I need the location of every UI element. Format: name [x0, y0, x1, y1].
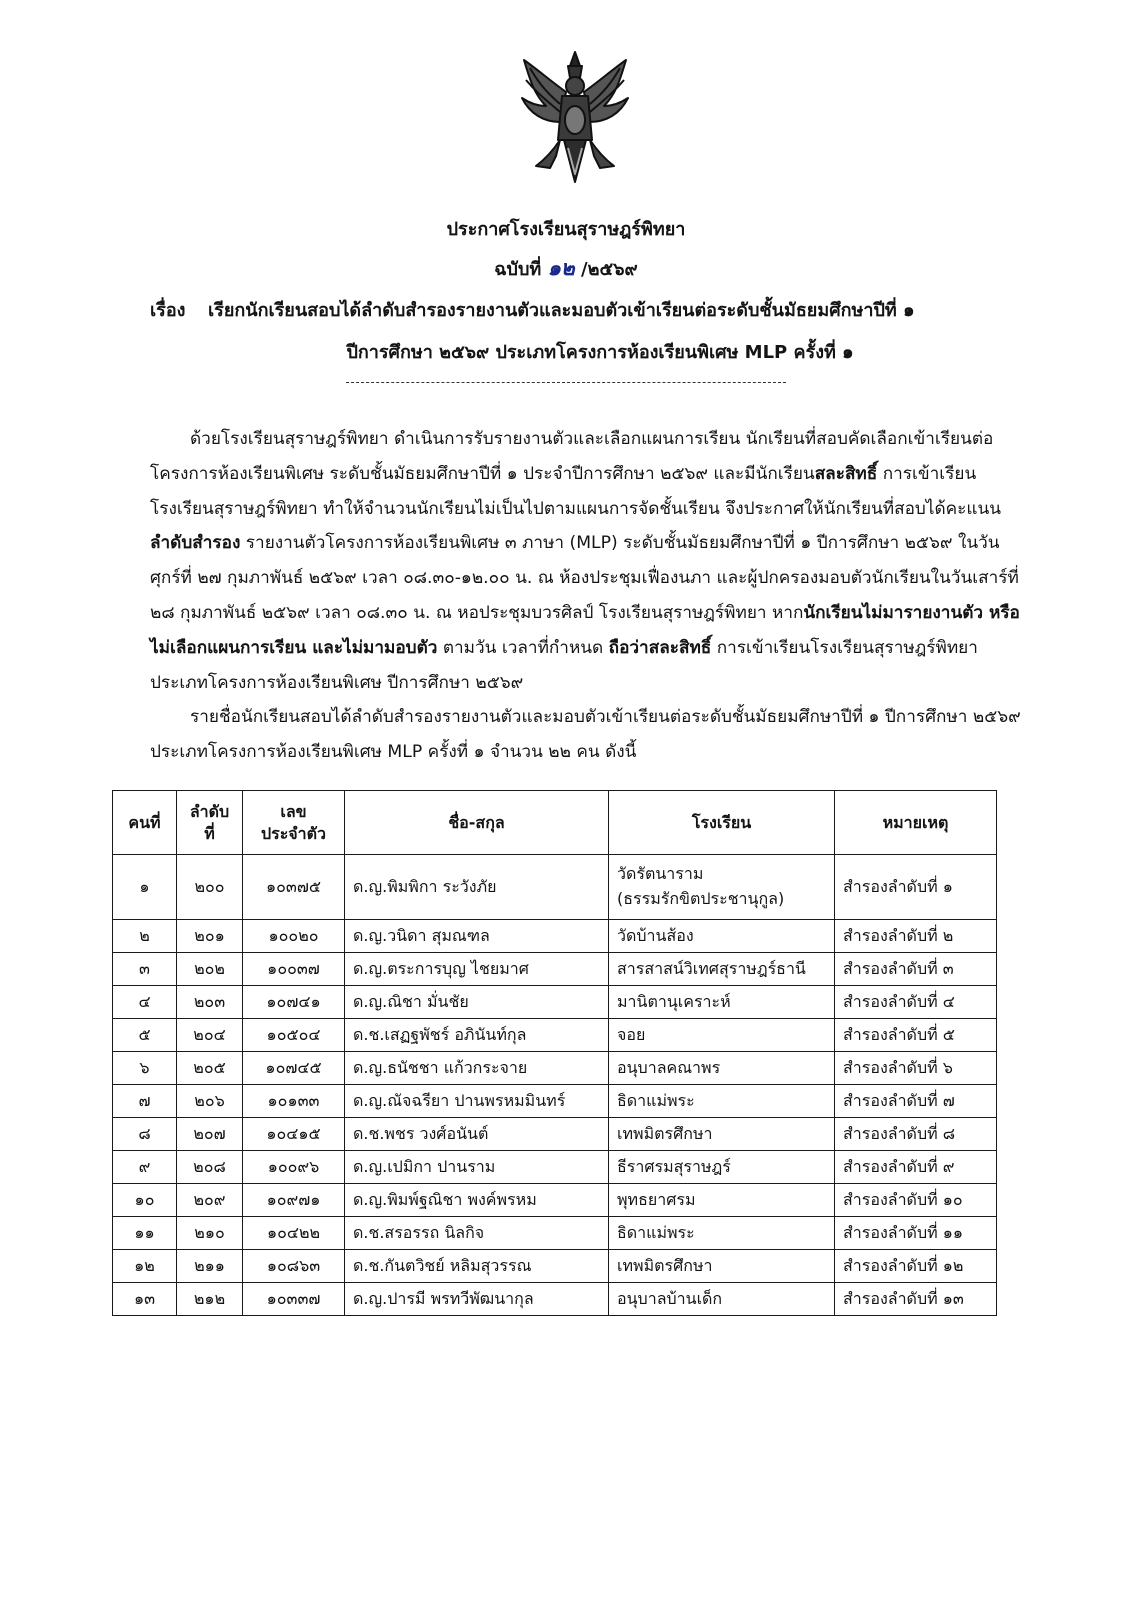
cell-school: เทพมิตรศึกษา — [609, 1118, 835, 1151]
cell-note: สำรองลำดับที่ ๓ — [835, 953, 997, 986]
cell-note: สำรองลำดับที่ ๑ — [835, 855, 997, 920]
table-row — [113, 1151, 997, 1184]
paragraph-2: รายชื่อนักเรียนสอบได้ลำดับสำรองรายงานตัวและมอบตัวเข้าเรียนต่อระดับชั้นมัธยมศึกษาปีที่ ๑ ปีการศึกษา ๒๕๖๙ ประเภทโครงการห้องเรียนพิเศษ MLP ครั้งที่ ๑ จำนวน ๒๒ คน ดังนี้ — [150, 707, 1021, 763]
announcement-title: ประกาศโรงเรียนสุราษฎร์พิทยา — [446, 219, 686, 240]
cell-id: ๑๐๐๓๗ — [243, 953, 345, 986]
student-table — [112, 790, 997, 1316]
cell-no: ๕ — [113, 1019, 177, 1052]
cell-rank: ๒๐๘ — [177, 1151, 243, 1184]
cell-note: สำรองลำดับที่ ๔ — [835, 986, 997, 1019]
cell-rank: ๒๑๑ — [177, 1250, 243, 1283]
cell-id: ๑๐๕๐๔ — [243, 1019, 345, 1052]
cell-note: สำรองลำดับที่ ๘ — [835, 1118, 997, 1151]
cell-school: ธิดาแม่พระ — [609, 1217, 835, 1250]
cell-no: ๙ — [113, 1151, 177, 1184]
cell-note: สำรองลำดับที่ ๖ — [835, 1052, 997, 1085]
table-row — [113, 986, 997, 1019]
cell-name: ด.ช.กันตวิชย์ หลิมสุวรรณ — [345, 1250, 609, 1283]
table-row — [113, 953, 997, 986]
col-header-id: เลข ประจำตัว — [243, 791, 345, 855]
cell-rank: ๒๐๙ — [177, 1184, 243, 1217]
cell-no: ๑๐ — [113, 1184, 177, 1217]
cell-no: ๑๓ — [113, 1283, 177, 1316]
cell-rank: ๒๐๒ — [177, 953, 243, 986]
cell-no: ๑ — [113, 855, 177, 920]
cell-rank: ๒๐๗ — [177, 1118, 243, 1151]
cell-note: สำรองลำดับที่ ๑๓ — [835, 1283, 997, 1316]
cell-school: วัดบ้านส้อง — [609, 920, 835, 953]
subject-line-2 — [150, 332, 1030, 374]
cell-name: ด.ญ.ตระการบุญ ไชยมาศ — [345, 953, 609, 986]
cell-id: ๑๐๔๒๒ — [243, 1217, 345, 1250]
cell-rank: ๒๐๑ — [177, 920, 243, 953]
cell-name: ด.ญ.พิมพิกา ระวังภัย — [345, 855, 609, 920]
col-header-rank: ลำดับ ที่ — [177, 791, 243, 855]
cell-rank: ๒๐๔ — [177, 1019, 243, 1052]
subject-line-1 — [150, 290, 1030, 332]
cell-rank: ๒๐๖ — [177, 1085, 243, 1118]
cell-name: ด.ญ.ณัจฉรียา ปานพรหมมินทร์ — [345, 1085, 609, 1118]
cell-note: สำรองลำดับที่ ๗ — [835, 1085, 997, 1118]
cell-name: ด.ญ.เปมิกา ปานราม — [345, 1151, 609, 1184]
issue-year: /๒๕๖๙ — [581, 259, 638, 280]
table-row — [113, 1085, 997, 1118]
cell-id: ๑๐๐๒๐ — [243, 920, 345, 953]
table-row — [113, 1019, 997, 1052]
table-row — [113, 855, 997, 920]
cell-school: อนุบาลคณาพร — [609, 1052, 835, 1085]
cell-note: สำรองลำดับที่ ๑๒ — [835, 1250, 997, 1283]
cell-id: ๑๐๙๗๑ — [243, 1184, 345, 1217]
cell-no: ๔ — [113, 986, 177, 1019]
cell-no: ๗ — [113, 1085, 177, 1118]
cell-school: มานิตานุเคราะห์ — [609, 986, 835, 1019]
garuda-emblem-icon — [516, 48, 634, 188]
cell-name: ด.ญ.วนิดา สุมณฑล — [345, 920, 609, 953]
cell-name: ด.ญ.ธนัชชา แก้วกระจาย — [345, 1052, 609, 1085]
cell-id: ๑๐๓๓๗ — [243, 1283, 345, 1316]
table-row — [113, 1217, 997, 1250]
cell-name: ด.ช.สรอรรถ นิลกิจ — [345, 1217, 609, 1250]
table-row — [113, 920, 997, 953]
subject-block — [150, 290, 1030, 374]
col-header-note: หมายเหตุ — [835, 791, 997, 855]
cell-no: ๑๒ — [113, 1250, 177, 1283]
cell-note: สำรองลำดับที่ ๙ — [835, 1151, 997, 1184]
cell-id: ๑๐๗๔๕ — [243, 1052, 345, 1085]
cell-school: จอย — [609, 1019, 835, 1052]
cell-rank: ๒๐๓ — [177, 986, 243, 1019]
cell-name: ด.ญ.ณิชา มั่นชัย — [345, 986, 609, 1019]
dashed-divider — [346, 382, 786, 383]
cell-note: สำรองลำดับที่ ๒ — [835, 920, 997, 953]
subject-label: เรื่อง — [150, 300, 186, 321]
issue-prefix: ฉบับที่ — [494, 259, 542, 280]
cell-name: ด.ช.เสฏฐพัชร์ อภินันท์กุล — [345, 1019, 609, 1052]
issue-number: ๑๒ — [547, 255, 575, 280]
cell-school: ธีราศรมสุราษฎร์ — [609, 1151, 835, 1184]
cell-school: วัดรัตนาราม (ธรรมรักขิตประชานุกูล) — [609, 855, 835, 920]
cell-note: สำรองลำดับที่ ๕ — [835, 1019, 997, 1052]
cell-rank: ๒๑๒ — [177, 1283, 243, 1316]
cell-note: สำรองลำดับที่ ๑๑ — [835, 1217, 997, 1250]
cell-no: ๓ — [113, 953, 177, 986]
cell-note: สำรองลำดับที่ ๑๐ — [835, 1184, 997, 1217]
table-row — [113, 1283, 997, 1316]
cell-id: ๑๐๘๖๓ — [243, 1250, 345, 1283]
col-header-no: คนที่ — [113, 791, 177, 855]
table-row — [113, 1118, 997, 1151]
cell-school: สารสาสน์วิเทศสุราษฎร์ธานี — [609, 953, 835, 986]
paragraph-1: ด้วยโรงเรียนสุราษฎร์พิทยา ดำเนินการรับรายงานตัวและเลือกแผนการเรียน นักเรียนที่สอบคัดเลือกเข้าเรียนต่อโครงการห้องเรียนพิเศษ ระดับชั้นมัธยมศึกษาปีที่ ๑ ประจำปีการศึกษา ๒๕๖๙ และมีนักเรียนสละสิทธิ์ การเข้าเรียนโรงเรียนสุราษฎร์พิทยา ทำให้จำนวนนักเรียนไม่เป็นไปตามแผนการจัดชั้นเรียน จึงประกาศให้นักเรียนที่สอบได้คะแนนลำดับสำรอง รายงานตัวโครงการห้องเรียนพิเศษ ๓ ภาษา (MLP) ระดับชั้นมัธยมศึกษาปีที่ ๑ ปีการศึกษา ๒๕๖๙ ในวันศุกร์ที่ ๒๗ กุมภาพันธ์ ๒๕๖๙ เวลา ๐๘.๓๐-๑๒.๐๐ น. ณ ห้องประชุมเฟื่องนภา และผู้ปกครองมอบตัวนักเรียนในวันเสาร์ที่ ๒๘ กุมภาพันธ์ ๒๕๖๙ เวลา ๐๘.๓๐ น. ณ หอประชุมบวรศิลป์ โรงเรียนสุราษฎร์พิทยา หากนักเรียนไม่มารายงานตัว หรือไม่เลือกแผนการเรียน และไม่มามอบตัว ตามวัน เวลาที่กำหนด ถือว่าสละสิทธิ์ การเข้าเรียนโรงเรียนสุราษฎร์พิทยา ประเภทโครงการห้องเรียนพิเศษ ปีการศึกษา ๒๕๖๙ — [150, 429, 1020, 693]
subject-text-1: เรียกนักเรียนสอบได้ลำดับสำรองรายงานตัวและมอบตัวเข้าเรียนต่อระดับชั้นมัธยมศึกษาปีที่ ๑ — [208, 300, 915, 321]
cell-school: พุทธยาศรม — [609, 1184, 835, 1217]
cell-id: ๑๐๗๔๑ — [243, 986, 345, 1019]
cell-id: ๑๐๓๗๕ — [243, 855, 345, 920]
cell-no: ๘ — [113, 1118, 177, 1151]
cell-rank: ๒๐๕ — [177, 1052, 243, 1085]
cell-no: ๖ — [113, 1052, 177, 1085]
cell-name: ด.ญ.ปารมี พรทวีพัฒนากุล — [345, 1283, 609, 1316]
cell-name: ด.ช.พชร วงศ์อนันต์ — [345, 1118, 609, 1151]
cell-id: ๑๐๔๑๕ — [243, 1118, 345, 1151]
subject-text-2: ปีการศึกษา ๒๕๖๙ ประเภทโครงการห้องเรียนพิเศษ MLP ครั้งที่ ๑ — [346, 342, 854, 363]
cell-id: ๑๐๑๓๓ — [243, 1085, 345, 1118]
table-row — [113, 1052, 997, 1085]
table-header-row — [113, 791, 997, 855]
cell-school: เทพมิตรศึกษา — [609, 1250, 835, 1283]
announcement-body — [150, 422, 1030, 770]
col-header-school: โรงเรียน — [609, 791, 835, 855]
cell-no: ๑๑ — [113, 1217, 177, 1250]
cell-id: ๑๐๐๙๖ — [243, 1151, 345, 1184]
table-row — [113, 1250, 997, 1283]
cell-rank: ๒๐๐ — [177, 855, 243, 920]
table-row — [113, 1184, 997, 1217]
cell-school: อนุบาลบ้านเด็ก — [609, 1283, 835, 1316]
cell-no: ๒ — [113, 920, 177, 953]
cell-name: ด.ญ.พิมพ์ฐณิชา พงค์พรหม — [345, 1184, 609, 1217]
cell-rank: ๒๑๐ — [177, 1217, 243, 1250]
issue-number-line — [0, 252, 1132, 285]
cell-school: ธิดาแม่พระ — [609, 1085, 835, 1118]
col-header-name: ชื่อ-สกุล — [345, 791, 609, 855]
